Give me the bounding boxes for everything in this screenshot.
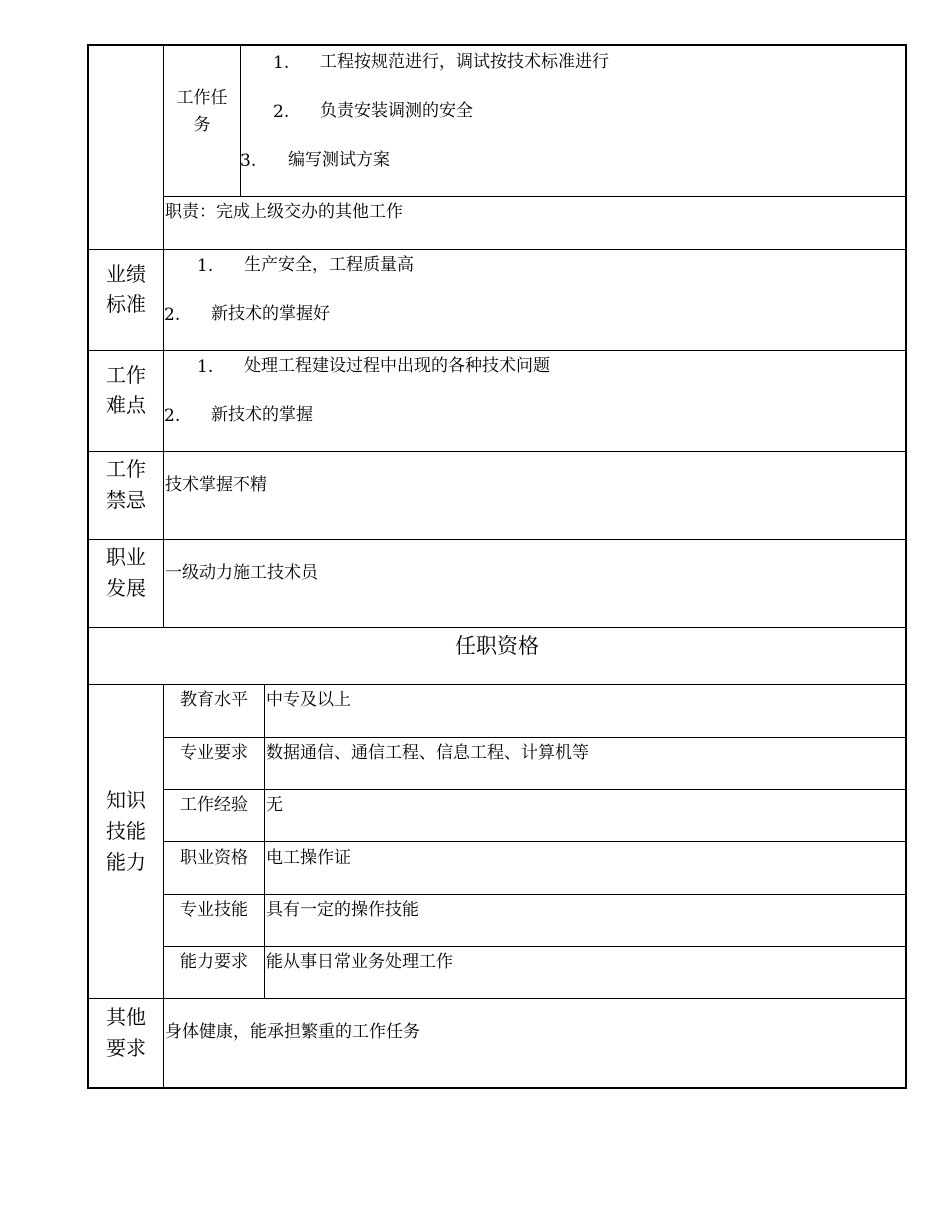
task-label-line2: 务 — [193, 115, 211, 135]
performance-number: 2. — [164, 305, 181, 325]
difficulty-number: 1. — [197, 357, 214, 377]
other-label-line1: 其他 — [106, 1005, 146, 1029]
task-item: 负责安装调测的安全 — [320, 101, 473, 121]
knowledge-value: 具有一定的操作技能 — [266, 900, 419, 920]
qualifications-title: 任职资格 — [455, 634, 539, 658]
career-label-line1: 职业 — [106, 545, 146, 569]
responsibility-text: 职责：完成上级交办的其他工作 — [165, 202, 403, 222]
career-text: 一级动力施工技术员 — [165, 563, 318, 583]
performance-label-line2: 标准 — [106, 292, 146, 316]
difficulty-number: 2. — [164, 406, 181, 426]
performance-label-line1: 业绩 — [106, 262, 146, 286]
difficulty-item: 新技术的掌握 — [211, 405, 313, 425]
knowledge-value: 数据通信、通信工程、信息工程、计算机等 — [266, 743, 589, 763]
task-item: 编写测试方案 — [288, 150, 390, 170]
taboos-label-line1: 工作 — [106, 457, 146, 481]
knowledge-label-line1: 知识 — [106, 788, 146, 812]
knowledge-key: 专业技能 — [180, 900, 248, 920]
knowledge-value: 电工操作证 — [266, 848, 351, 868]
knowledge-key: 教育水平 — [180, 690, 248, 710]
knowledge-value: 中专及以上 — [266, 690, 351, 710]
knowledge-label-line3: 能力 — [106, 850, 146, 874]
knowledge-value: 无 — [266, 795, 283, 815]
performance-number: 1. — [197, 256, 214, 276]
other-label-line2: 要求 — [106, 1036, 146, 1060]
career-label-line2: 发展 — [106, 576, 146, 600]
knowledge-key: 职业资格 — [180, 848, 248, 868]
task-item: 工程按规范进行，调试按技术标准进行 — [320, 52, 609, 72]
taboos-text: 技术掌握不精 — [165, 475, 267, 495]
difficulty-item: 处理工程建设过程中出现的各种技术问题 — [244, 356, 550, 376]
performance-item: 生产安全，工程质量高 — [244, 255, 414, 275]
knowledge-key: 工作经验 — [180, 795, 248, 815]
taboos-label-line2: 禁忌 — [106, 488, 146, 512]
task-number: 2. — [273, 102, 290, 122]
performance-item: 新技术的掌握好 — [211, 304, 330, 324]
knowledge-value: 能从事日常业务处理工作 — [266, 952, 453, 972]
task-number: 1. — [273, 53, 290, 73]
task-number: 3. — [240, 151, 257, 171]
knowledge-key: 专业要求 — [180, 743, 248, 763]
knowledge-key: 能力要求 — [180, 952, 248, 972]
other-text: 身体健康，能承担繁重的工作任务 — [165, 1022, 420, 1042]
task-label-line1: 工作任 — [176, 88, 228, 108]
difficulties-label-line2: 难点 — [106, 393, 146, 417]
difficulties-label-line1: 工作 — [106, 363, 146, 387]
knowledge-label-line2: 技能 — [106, 819, 146, 843]
